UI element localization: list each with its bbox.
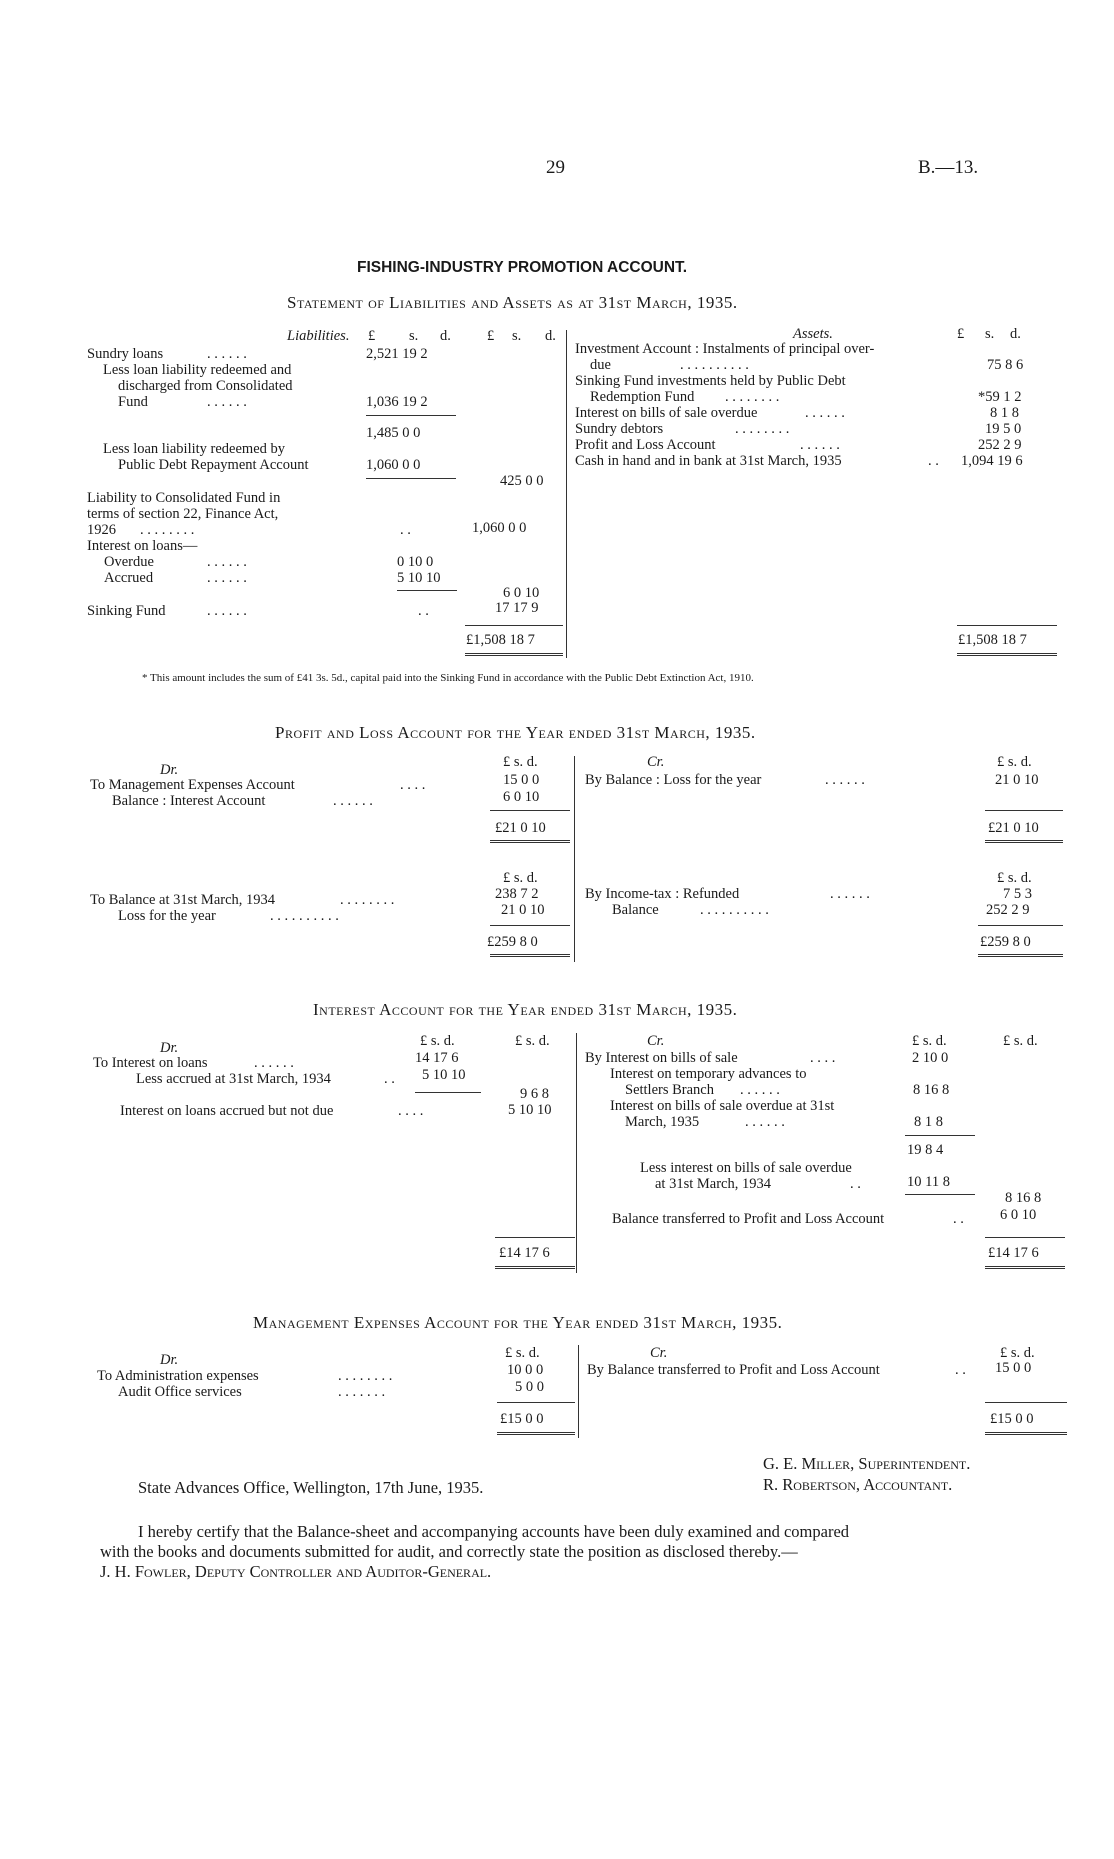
- liab-less-redeemed-value: 1,036 19 2: [366, 394, 428, 410]
- col-shillings-2: s.: [512, 328, 522, 344]
- int-overdue-1935-1: Interest on bills of sale overdue at 31st: [610, 1098, 835, 1114]
- int-bills-of-sale-value: 2 10 0: [912, 1050, 949, 1066]
- pl-loss-for-year: Loss for the year: [118, 908, 216, 924]
- pl-dr-total-1: £21 0 10: [495, 820, 546, 836]
- signoff-place-date: State Advances Office, Wellington, 17th June, 1935.: [138, 1478, 484, 1497]
- int-net-value: 9 6 8: [520, 1086, 549, 1102]
- mgmt-admin-expenses-value: 10 0 0: [507, 1362, 544, 1378]
- int-balance-transferred: Balance transferred to Profit and Loss Account: [612, 1211, 885, 1227]
- asset-investment-value: 75 8 6: [987, 357, 1024, 373]
- pl-income-tax: By Income-tax : Refunded: [585, 886, 740, 902]
- liab-consolidated-3: 1926: [87, 522, 116, 538]
- int-cols-1: £ s. d.: [420, 1033, 455, 1049]
- asset-sinking-2: Redemption Fund: [590, 389, 695, 405]
- int-cr: Cr.: [647, 1033, 665, 1049]
- assets-col-shillings: s.: [985, 326, 995, 342]
- page-number: 29: [546, 157, 565, 178]
- mgmt-cr: Cr.: [650, 1345, 668, 1361]
- certificate-line-2: with the books and documents submitted for audit, and correctly state the position as disclosed thereby.—: [100, 1542, 798, 1561]
- liab-less-redeemed-2: discharged from Consolidated: [118, 378, 293, 394]
- pl-cols-3: £ s. d.: [503, 870, 538, 886]
- pl-heading: Profit and Loss Account for the Year ended 31st March, 1935.: [275, 723, 756, 742]
- mgmt-cr-total: £15 0 0: [990, 1411, 1034, 1427]
- mgmt-cols-2: £ s. d.: [1000, 1345, 1035, 1361]
- col-pence: d.: [440, 328, 451, 344]
- int-less-overdue-value: 10 11 8: [907, 1174, 950, 1190]
- liab-overdue: Overdue: [104, 554, 154, 570]
- liab-accrued: Accrued: [104, 570, 154, 586]
- mgmt-audit-office-value: 5 0 0: [515, 1379, 544, 1395]
- int-balance-transferred-value: 6 0 10: [1000, 1207, 1037, 1223]
- int-accrued-not-due-value: 5 10 10: [508, 1102, 552, 1118]
- pl-dr-total-2: £259 8 0: [487, 934, 538, 950]
- mgmt-balance-transferred: By Balance transferred to Profit and Loss Account: [587, 1362, 880, 1378]
- pl-balance-1934-value: 238 7 2: [495, 886, 539, 902]
- pl-cols-1: £ s. d.: [503, 754, 538, 770]
- assets-total: £1,508 18 7: [958, 632, 1027, 648]
- liab-less-pdra-1: Less loan liability redeemed by: [103, 441, 286, 457]
- asset-profit-loss-value: 252 2 9: [978, 437, 1022, 453]
- mgmt-admin-expenses: To Administration expenses: [97, 1368, 259, 1384]
- pl-income-tax-value: 7 5 3: [1003, 886, 1032, 902]
- signature-accountant: R. Robertson, Accountant.: [763, 1475, 953, 1494]
- int-less-accrued-value: 5 10 10: [422, 1067, 466, 1083]
- mgmt-heading: Management Expenses Account for the Year ended 31st March, 1935.: [253, 1313, 783, 1332]
- asset-interest-overdue: Interest on bills of sale overdue: [575, 405, 758, 421]
- int-bills-of-sale: By Interest on bills of sale: [585, 1050, 738, 1066]
- assets-col-pound: £: [957, 326, 965, 342]
- document-ref: B.—13.: [918, 157, 979, 178]
- pl-balance-interest-value: 6 0 10: [503, 789, 540, 805]
- col-shillings: s.: [409, 328, 419, 344]
- liab-less-redeemed-3: Fund: [118, 394, 148, 410]
- page-title: FISHING-INDUSTRY PROMOTION ACCOUNT.: [357, 259, 688, 276]
- int-cols-4: £ s. d.: [1003, 1033, 1038, 1049]
- int-cols-3: £ s. d.: [912, 1033, 947, 1049]
- pl-dr: Dr.: [160, 762, 179, 778]
- signature-superintendent: G. E. Miller, Superintendent.: [763, 1454, 971, 1473]
- liab-sundry-loans-value: 2,521 19 2: [366, 346, 428, 362]
- liabilities-heading: Liabilities.: [287, 328, 350, 344]
- liab-sundry-loans: Sundry loans: [87, 346, 164, 362]
- int-accrued-not-due: Interest on loans accrued but not due: [120, 1103, 334, 1119]
- pl-cols-2: £ s. d.: [997, 754, 1032, 770]
- pl-balance: Balance: [612, 902, 659, 918]
- int-less-overdue-2: at 31st March, 1934: [655, 1176, 771, 1192]
- footnote: * This amount includes the sum of £41 3s. 5d., capital paid into the Sinking Fund in accordance with the Public Debt Extinction Act, 1910.: [142, 672, 754, 684]
- asset-investment-2: due: [590, 357, 611, 373]
- int-cols-2: £ s. d.: [515, 1033, 550, 1049]
- liab-less-pdra-value: 1,060 0 0: [366, 457, 421, 473]
- mgmt-dr-total: £15 0 0: [500, 1411, 544, 1427]
- asset-interest-overdue-value: 8 1 8: [990, 405, 1019, 421]
- liab-sinking-fund: Sinking Fund: [87, 603, 166, 619]
- int-less-overdue-1: Less interest on bills of sale overdue: [640, 1160, 852, 1176]
- pl-mgmt-expenses-value: 15 0 0: [503, 772, 540, 788]
- int-overdue-1935-value: 8 1 8: [914, 1114, 943, 1130]
- int-dr-total: £14 17 6: [499, 1245, 550, 1261]
- pl-balance-interest: Balance : Interest Account: [112, 793, 266, 809]
- pl-cols-4: £ s. d.: [997, 870, 1032, 886]
- certificate-line-1: I hereby certify that the Balance-sheet and accompanying accounts have been duly examined and compared: [138, 1522, 850, 1541]
- pl-loss-for-year-value: 21 0 10: [501, 902, 545, 918]
- mgmt-balance-transferred-value: 15 0 0: [995, 1360, 1032, 1376]
- liab-consolidated-1: Liability to Consolidated Fund in: [87, 490, 281, 506]
- liab-interest-value: 6 0 10: [503, 585, 540, 601]
- statement-heading: Statement of Liabilities and Assets as at 31st March, 1935.: [287, 293, 738, 312]
- liab-net-loans-value: 425 0 0: [500, 473, 544, 489]
- col-pound-2: £: [487, 328, 495, 344]
- mgmt-cols-1: £ s. d.: [505, 1345, 540, 1361]
- pl-cr-total-2: £259 8 0: [980, 934, 1031, 950]
- mgmt-dr: Dr.: [160, 1352, 179, 1368]
- liab-total: £1,508 18 7: [466, 632, 535, 648]
- liab-consolidated-value: 1,060 0 0: [472, 520, 527, 536]
- int-dr: Dr.: [160, 1040, 179, 1056]
- certificate-line-3: J. H. Fowler, Deputy Controller and Auditor-General.: [100, 1562, 492, 1581]
- pl-loss-year: By Balance : Loss for the year: [585, 772, 762, 788]
- asset-sundry-debtors: Sundry debtors: [575, 421, 664, 437]
- pl-balance-1934: To Balance at 31st March, 1934: [90, 892, 276, 908]
- liab-subtotal-value: 1,485 0 0: [366, 425, 421, 441]
- int-interest-loans: To Interest on loans: [93, 1055, 208, 1071]
- pl-cr-total-1: £21 0 10: [988, 820, 1039, 836]
- asset-sinking-1: Sinking Fund investments held by Public Debt: [575, 373, 846, 389]
- pl-cr: Cr.: [647, 754, 665, 770]
- asset-cash: Cash in hand and in bank at 31st March, 1935: [575, 453, 842, 469]
- pl-mgmt-expenses: To Management Expenses Account: [90, 777, 295, 793]
- liab-interest-loans: Interest on loans—: [87, 538, 198, 554]
- pl-balance-value: 252 2 9: [986, 902, 1030, 918]
- liab-accrued-value: 5 10 10: [397, 570, 441, 586]
- int-interest-loans-value: 14 17 6: [415, 1050, 459, 1066]
- int-temp-advances-1: Interest on temporary advances to: [610, 1066, 807, 1082]
- asset-sundry-debtors-value: 19 5 0: [985, 421, 1022, 437]
- int-temp-advances-value: 8 16 8: [913, 1082, 950, 1098]
- pl-loss-year-value: 21 0 10: [995, 772, 1039, 788]
- assets-col-pence: d.: [1010, 326, 1021, 342]
- col-pence-2: d.: [545, 328, 556, 344]
- liab-consolidated-2: terms of section 22, Finance Act,: [87, 506, 279, 522]
- int-subtotal-value: 19 8 4: [907, 1142, 944, 1158]
- col-pound: £: [368, 328, 376, 344]
- asset-cash-value: 1,094 19 6: [961, 453, 1023, 469]
- asset-profit-loss: Profit and Loss Account: [575, 437, 716, 453]
- liab-sinking-fund-value: 17 17 9: [495, 600, 539, 616]
- int-temp-advances-2: Settlers Branch: [625, 1082, 714, 1098]
- liab-less-redeemed-1: Less loan liability redeemed and: [103, 362, 292, 378]
- mgmt-audit-office: Audit Office services: [118, 1384, 242, 1400]
- int-less-accrued: Less accrued at 31st March, 1934: [136, 1071, 331, 1087]
- liab-less-pdra-2: Public Debt Repayment Account: [118, 457, 309, 473]
- asset-sinking-value: *59 1 2: [978, 389, 1022, 405]
- int-net-cr-value: 8 16 8: [1005, 1190, 1042, 1206]
- asset-investment-1: Investment Account : Instalments of principal over-: [575, 341, 875, 357]
- int-cr-total: £14 17 6: [988, 1245, 1039, 1261]
- int-overdue-1935-2: March, 1935: [625, 1114, 700, 1130]
- liab-overdue-value: 0 10 0: [397, 554, 434, 570]
- interest-heading: Interest Account for the Year ended 31st March, 1935.: [313, 1000, 738, 1019]
- assets-heading: Assets.: [793, 326, 833, 342]
